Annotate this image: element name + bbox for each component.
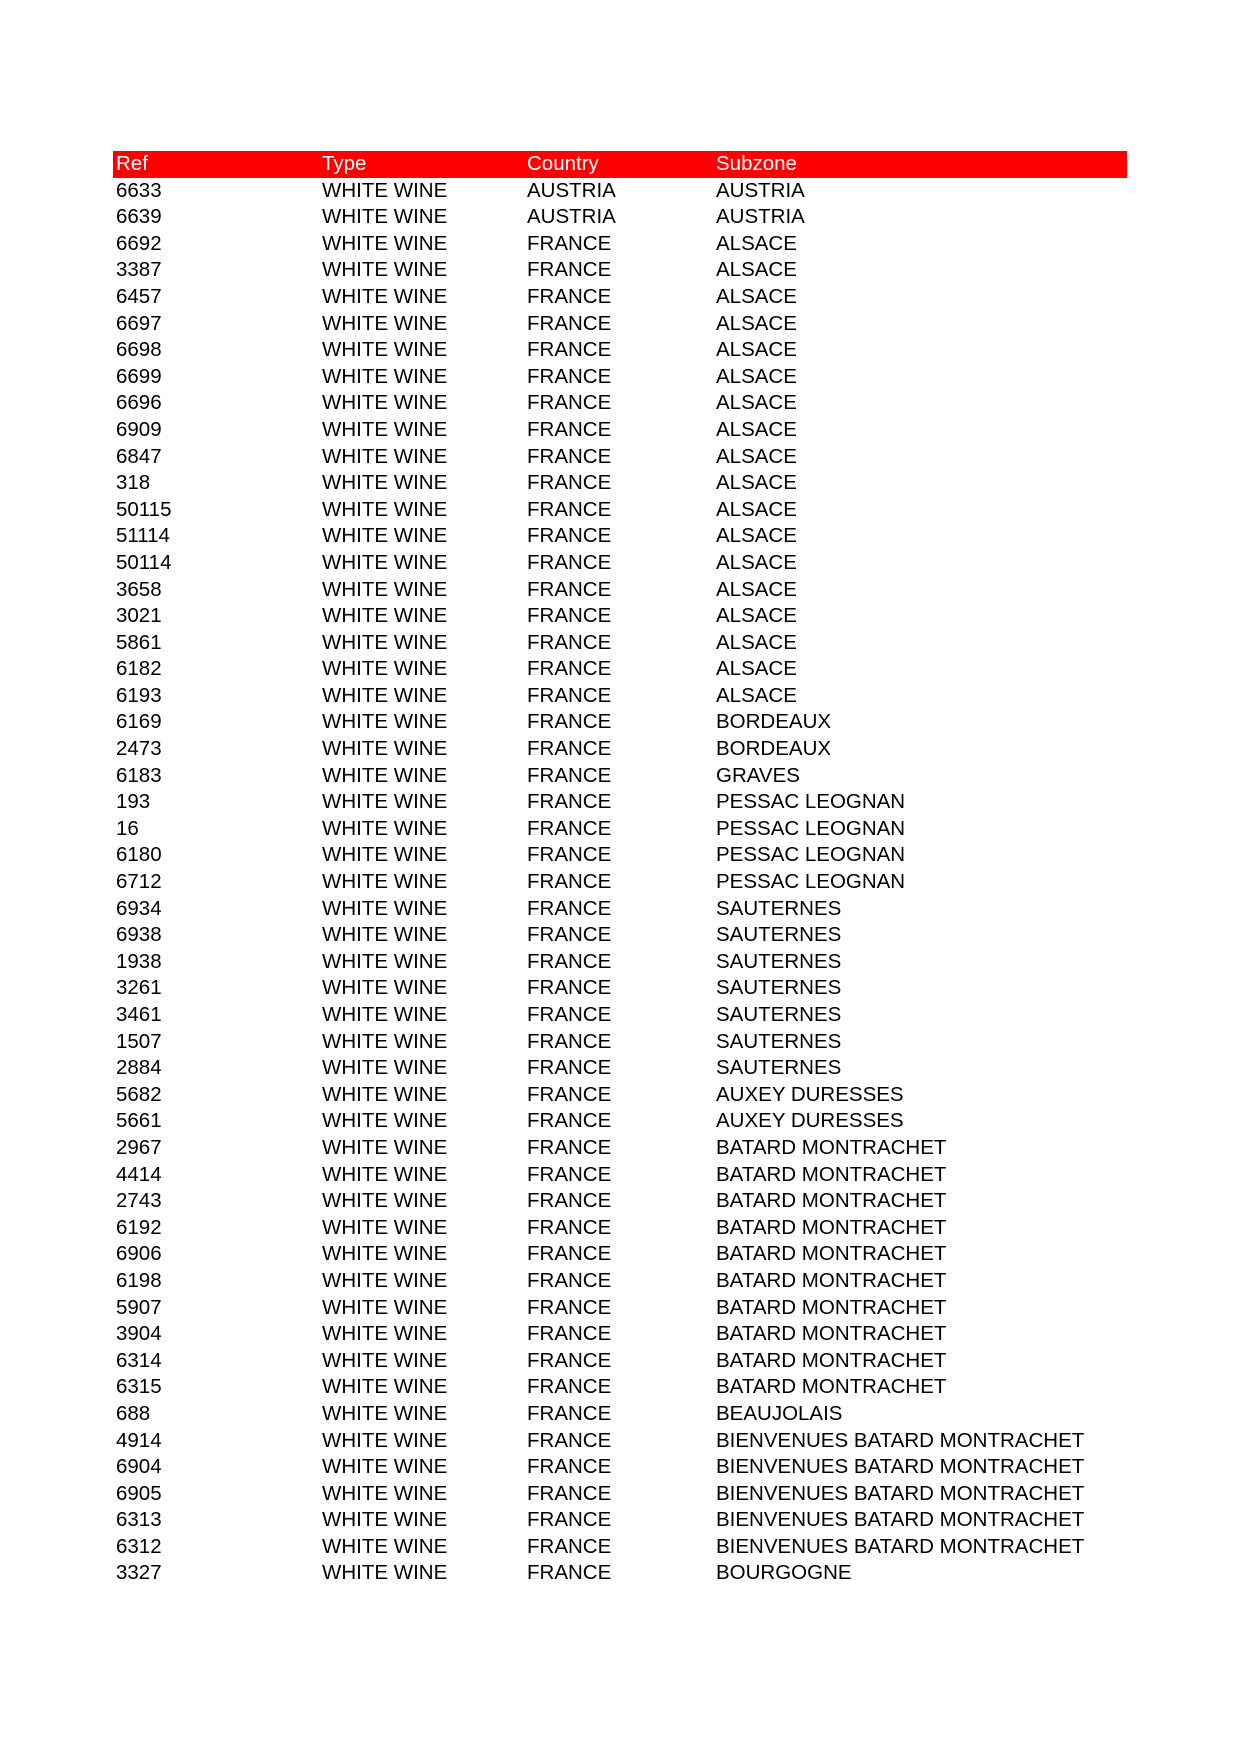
cell-subzone: ALSACE (716, 444, 797, 468)
cell-country: FRANCE (527, 1322, 612, 1346)
cell-type: WHITE WINE (322, 1029, 448, 1053)
cell-country: FRANCE (527, 790, 612, 814)
table-row (113, 842, 1127, 869)
cell-type: WHITE WINE (322, 1135, 448, 1159)
table-row (113, 1029, 1127, 1056)
table-row (113, 470, 1127, 497)
cell-type: WHITE WINE (322, 1109, 448, 1133)
cell-country: FRANCE (527, 1215, 612, 1239)
cell-country: FRANCE (527, 391, 612, 415)
cell-ref: 6313 (116, 1508, 162, 1532)
cell-subzone: AUXEY DURESSES (716, 1082, 904, 1106)
cell-ref: 6938 (116, 923, 162, 947)
cell-ref: 3904 (116, 1322, 162, 1346)
cell-ref: 1938 (116, 949, 162, 973)
cell-subzone: BATARD MONTRACHET (716, 1268, 947, 1292)
cell-type: WHITE WINE (322, 923, 448, 947)
cell-country: FRANCE (527, 976, 612, 1000)
cell-subzone: GRAVES (716, 763, 800, 787)
cell-country: FRANCE (527, 1481, 612, 1505)
cell-ref: 6169 (116, 710, 162, 734)
cell-subzone: SAUTERNES (716, 1003, 842, 1026)
cell-ref: 4914 (116, 1428, 162, 1452)
table-row (113, 869, 1127, 896)
cell-subzone: BATARD MONTRACHET (716, 1215, 947, 1239)
cell-subzone: BOURGOGNE (716, 1561, 852, 1585)
cell-ref: 50115 (116, 497, 172, 521)
cell-country: FRANCE (527, 1189, 612, 1213)
cell-ref: 6315 (116, 1375, 162, 1399)
cell-ref: 16 (116, 816, 139, 840)
table-row (113, 1135, 1127, 1162)
cell-country: FRANCE (527, 816, 612, 840)
cell-type: WHITE WINE (322, 737, 448, 761)
cell-type: WHITE WINE (322, 870, 448, 894)
cell-type: WHITE WINE (322, 311, 448, 335)
table-row (113, 1321, 1127, 1348)
cell-ref: 3021 (116, 604, 162, 628)
table-row (113, 1002, 1127, 1029)
cell-subzone: ALSACE (716, 497, 797, 521)
cell-ref: 2743 (116, 1189, 162, 1213)
cell-country: AUSTRIA (527, 205, 616, 229)
cell-subzone: PESSAC LEOGNAN (716, 816, 906, 840)
cell-country: FRANCE (527, 364, 612, 388)
table-row (113, 178, 1127, 205)
table-row (113, 656, 1127, 683)
cell-country: FRANCE (527, 657, 612, 681)
cell-country: FRANCE (527, 1508, 612, 1532)
table-row (113, 577, 1127, 604)
cell-ref: 6909 (116, 417, 162, 441)
cell-ref: 3658 (116, 577, 162, 601)
cell-ref: 6906 (116, 1242, 162, 1266)
cell-country: FRANCE (527, 1534, 612, 1558)
cell-ref: 193 (116, 790, 151, 814)
cell-ref: 6198 (116, 1268, 162, 1292)
cell-type: WHITE WINE (322, 976, 448, 1000)
cell-type: WHITE WINE (322, 391, 448, 415)
cell-type: WHITE WINE (322, 231, 448, 255)
cell-subzone: SAUTERNES (716, 923, 842, 947)
cell-subzone: PESSAC LEOGNAN (716, 790, 906, 814)
cell-ref: 688 (116, 1401, 151, 1425)
cell-ref: 6193 (116, 683, 162, 707)
cell-type: WHITE WINE (322, 550, 448, 574)
cell-country: FRANCE (527, 1348, 612, 1372)
cell-type: WHITE WINE (322, 1534, 448, 1558)
table-row (113, 311, 1127, 338)
table-row (113, 975, 1127, 1002)
table-row (113, 630, 1127, 657)
cell-ref: 2473 (116, 737, 162, 761)
cell-country: AUSTRIA (527, 178, 616, 202)
table-row (113, 1454, 1127, 1481)
table-row (113, 364, 1127, 391)
cell-type: WHITE WINE (322, 630, 448, 654)
table-row (113, 550, 1127, 577)
cell-subzone: BATARD MONTRACHET (716, 1135, 947, 1159)
cell-type: WHITE WINE (322, 763, 448, 787)
cell-type: WHITE WINE (322, 1162, 448, 1186)
cell-ref: 6183 (116, 763, 162, 787)
cell-country: FRANCE (527, 497, 612, 521)
cell-country: FRANCE (527, 550, 612, 574)
cell-type: WHITE WINE (322, 1348, 448, 1372)
cell-type: WHITE WINE (322, 1295, 448, 1319)
table-row (113, 204, 1127, 231)
cell-ref: 6847 (116, 444, 162, 468)
cell-type: WHITE WINE (322, 178, 448, 202)
table-row (113, 1348, 1127, 1375)
cell-subzone: BATARD MONTRACHET (716, 1322, 947, 1346)
cell-type: WHITE WINE (322, 364, 448, 388)
cell-type: WHITE WINE (322, 1508, 448, 1532)
cell-subzone: BATARD MONTRACHET (716, 1375, 947, 1399)
cell-subzone: BIENVENUES BATARD MONTRACHET (716, 1428, 1085, 1452)
header-country: Country (527, 152, 599, 175)
cell-type: WHITE WINE (322, 1455, 448, 1479)
cell-type: WHITE WINE (322, 205, 448, 229)
cell-type: WHITE WINE (322, 471, 448, 495)
cell-country: FRANCE (527, 1455, 612, 1479)
table-row (113, 257, 1127, 284)
cell-subzone: ALSACE (716, 391, 797, 415)
cell-subzone: SAUTERNES (716, 1029, 842, 1053)
cell-country: FRANCE (527, 1242, 612, 1266)
cell-subzone: ALSACE (716, 364, 797, 388)
cell-ref: 6934 (116, 896, 162, 920)
cell-ref: 6905 (116, 1481, 162, 1505)
cell-ref: 5661 (116, 1109, 162, 1133)
cell-subzone: BEAUJOLAIS (716, 1401, 843, 1425)
table-row (113, 1534, 1127, 1561)
cell-type: WHITE WINE (322, 1268, 448, 1292)
table-row (113, 789, 1127, 816)
cell-type: WHITE WINE (322, 683, 448, 707)
table-row (113, 763, 1127, 790)
cell-subzone: ALSACE (716, 311, 797, 335)
table-row (113, 1401, 1127, 1428)
cell-subzone: ALSACE (716, 471, 797, 495)
cell-type: WHITE WINE (322, 1189, 448, 1213)
cell-country: FRANCE (527, 1428, 612, 1452)
cell-subzone: SAUTERNES (716, 949, 842, 973)
cell-type: WHITE WINE (322, 417, 448, 441)
cell-country: FRANCE (527, 1162, 612, 1186)
cell-ref: 5682 (116, 1082, 162, 1106)
cell-ref: 318 (116, 471, 151, 495)
cell-type: WHITE WINE (322, 258, 448, 282)
cell-subzone: ALSACE (716, 284, 797, 308)
cell-ref: 50114 (116, 550, 172, 574)
table-row (113, 1188, 1127, 1215)
cell-ref: 3261 (116, 976, 162, 1000)
table-header-row (113, 151, 1127, 178)
cell-country: FRANCE (527, 870, 612, 894)
cell-type: WHITE WINE (322, 497, 448, 521)
cell-subzone: BATARD MONTRACHET (716, 1348, 947, 1372)
cell-country: FRANCE (527, 1056, 612, 1080)
cell-subzone: BIENVENUES BATARD MONTRACHET (716, 1508, 1085, 1532)
cell-country: FRANCE (527, 630, 612, 654)
cell-ref: 3461 (116, 1003, 162, 1026)
cell-subzone: ALSACE (716, 258, 797, 282)
cell-subzone: BATARD MONTRACHET (716, 1242, 947, 1266)
cell-country: FRANCE (527, 843, 612, 867)
cell-subzone: ALSACE (716, 338, 797, 362)
cell-type: WHITE WINE (322, 843, 448, 867)
cell-subzone: ALSACE (716, 577, 797, 601)
header-type: Type (322, 152, 367, 175)
cell-country: FRANCE (527, 949, 612, 973)
table-row (113, 1215, 1127, 1242)
cell-ref: 6633 (116, 178, 162, 202)
cell-country: FRANCE (527, 604, 612, 628)
cell-country: FRANCE (527, 710, 612, 734)
cell-country: FRANCE (527, 1295, 612, 1319)
cell-country: FRANCE (527, 683, 612, 707)
cell-country: FRANCE (527, 896, 612, 920)
cell-ref: 6696 (116, 391, 162, 415)
header-subzone: Subzone (716, 152, 797, 175)
cell-country: FRANCE (527, 1375, 612, 1399)
cell-country: FRANCE (527, 417, 612, 441)
table-row (113, 1428, 1127, 1455)
table-row (113, 1055, 1127, 1082)
cell-country: FRANCE (527, 231, 612, 255)
cell-type: WHITE WINE (322, 1003, 448, 1026)
table-row (113, 1268, 1127, 1295)
cell-country: FRANCE (527, 258, 612, 282)
cell-subzone: AUSTRIA (716, 178, 805, 202)
cell-country: FRANCE (527, 1268, 612, 1292)
table-row (113, 683, 1127, 710)
cell-country: FRANCE (527, 524, 612, 548)
cell-country: FRANCE (527, 577, 612, 601)
cell-subzone: ALSACE (716, 683, 797, 707)
cell-country: FRANCE (527, 471, 612, 495)
table-row (113, 1481, 1127, 1508)
cell-subzone: AUXEY DURESSES (716, 1109, 904, 1133)
cell-type: WHITE WINE (322, 444, 448, 468)
cell-subzone: ALSACE (716, 630, 797, 654)
cell-ref: 6314 (116, 1348, 162, 1372)
cell-subzone: ALSACE (716, 657, 797, 681)
table-row (113, 1295, 1127, 1322)
cell-ref: 3387 (116, 258, 162, 282)
cell-type: WHITE WINE (322, 604, 448, 628)
cell-subzone: AUSTRIA (716, 205, 805, 229)
cell-subzone: BORDEAUX (716, 710, 832, 734)
table-row (113, 523, 1127, 550)
cell-type: WHITE WINE (322, 1375, 448, 1399)
cell-ref: 6312 (116, 1534, 162, 1558)
table-row (113, 231, 1127, 258)
cell-ref: 6699 (116, 364, 162, 388)
cell-type: WHITE WINE (322, 1322, 448, 1346)
cell-subzone: BATARD MONTRACHET (716, 1162, 947, 1186)
cell-subzone: SAUTERNES (716, 896, 842, 920)
cell-ref: 6180 (116, 843, 162, 867)
cell-type: WHITE WINE (322, 1428, 448, 1452)
table-row (113, 497, 1127, 524)
table-row (113, 284, 1127, 311)
table-row (113, 444, 1127, 471)
cell-subzone: ALSACE (716, 524, 797, 548)
cell-ref: 2967 (116, 1135, 162, 1159)
cell-country: FRANCE (527, 763, 612, 787)
table-row (113, 736, 1127, 763)
cell-ref: 6182 (116, 657, 162, 681)
cell-subzone: BATARD MONTRACHET (716, 1189, 947, 1213)
cell-country: FRANCE (527, 1082, 612, 1106)
cell-subzone: ALSACE (716, 417, 797, 441)
cell-country: FRANCE (527, 284, 612, 308)
cell-type: WHITE WINE (322, 1561, 448, 1585)
cell-country: FRANCE (527, 1135, 612, 1159)
cell-country: FRANCE (527, 444, 612, 468)
cell-country: FRANCE (527, 338, 612, 362)
table-row (113, 1560, 1127, 1587)
table-row (113, 603, 1127, 630)
cell-subzone: BATARD MONTRACHET (716, 1295, 947, 1319)
cell-country: FRANCE (527, 1029, 612, 1053)
cell-ref: 6712 (116, 870, 162, 894)
cell-type: WHITE WINE (322, 524, 448, 548)
cell-type: WHITE WINE (322, 338, 448, 362)
cell-type: WHITE WINE (322, 896, 448, 920)
cell-ref: 6697 (116, 311, 162, 335)
cell-ref: 6698 (116, 338, 162, 362)
table-row (113, 1108, 1127, 1135)
cell-ref: 4414 (116, 1162, 162, 1186)
table-row (113, 709, 1127, 736)
cell-ref: 2884 (116, 1056, 162, 1080)
cell-subzone: SAUTERNES (716, 1056, 842, 1080)
cell-subzone: BORDEAUX (716, 737, 832, 761)
table-row (113, 337, 1127, 364)
cell-country: FRANCE (527, 1109, 612, 1133)
cell-subzone: BIENVENUES BATARD MONTRACHET (716, 1481, 1085, 1505)
cell-ref: 6692 (116, 231, 162, 255)
table-row (113, 1507, 1127, 1534)
header-ref: Ref (116, 152, 148, 175)
table-body (113, 178, 1127, 1587)
cell-type: WHITE WINE (322, 1082, 448, 1106)
cell-ref: 6192 (116, 1215, 162, 1239)
cell-type: WHITE WINE (322, 1401, 448, 1425)
cell-ref: 5861 (116, 630, 162, 654)
cell-type: WHITE WINE (322, 1215, 448, 1239)
cell-type: WHITE WINE (322, 949, 448, 973)
cell-country: FRANCE (527, 311, 612, 335)
cell-country: FRANCE (527, 1561, 612, 1585)
cell-ref: 6904 (116, 1455, 162, 1479)
cell-subzone: ALSACE (716, 231, 797, 255)
table-row (113, 922, 1127, 949)
cell-ref: 3327 (116, 1561, 162, 1585)
wine-list-table (113, 151, 1127, 1587)
cell-subzone: BIENVENUES BATARD MONTRACHET (716, 1534, 1085, 1558)
cell-ref: 6639 (116, 205, 162, 229)
table-row (113, 896, 1127, 923)
cell-subzone: PESSAC LEOGNAN (716, 843, 906, 867)
table-row (113, 1374, 1127, 1401)
cell-type: WHITE WINE (322, 1242, 448, 1266)
table-row (113, 390, 1127, 417)
cell-ref: 6457 (116, 284, 162, 308)
cell-subzone: BIENVENUES BATARD MONTRACHET (716, 1455, 1085, 1479)
cell-type: WHITE WINE (322, 577, 448, 601)
table-row (113, 1082, 1127, 1109)
cell-country: FRANCE (527, 1003, 612, 1026)
cell-type: WHITE WINE (322, 1481, 448, 1505)
cell-type: WHITE WINE (322, 710, 448, 734)
cell-subzone: ALSACE (716, 550, 797, 574)
cell-ref: 51114 (116, 524, 170, 548)
cell-ref: 5907 (116, 1295, 162, 1319)
table-row (113, 1162, 1127, 1189)
cell-subzone: SAUTERNES (716, 976, 842, 1000)
table-row (113, 417, 1127, 444)
cell-subzone: ALSACE (716, 604, 797, 628)
table-row (113, 949, 1127, 976)
cell-country: FRANCE (527, 1401, 612, 1425)
cell-subzone: PESSAC LEOGNAN (716, 870, 906, 894)
cell-type: WHITE WINE (322, 284, 448, 308)
table-row (113, 816, 1127, 843)
table-row (113, 1241, 1127, 1268)
cell-ref: 1507 (116, 1029, 162, 1053)
cell-type: WHITE WINE (322, 657, 448, 681)
cell-type: WHITE WINE (322, 790, 448, 814)
cell-type: WHITE WINE (322, 1056, 448, 1080)
cell-type: WHITE WINE (322, 816, 448, 840)
cell-country: FRANCE (527, 923, 612, 947)
cell-country: FRANCE (527, 737, 612, 761)
